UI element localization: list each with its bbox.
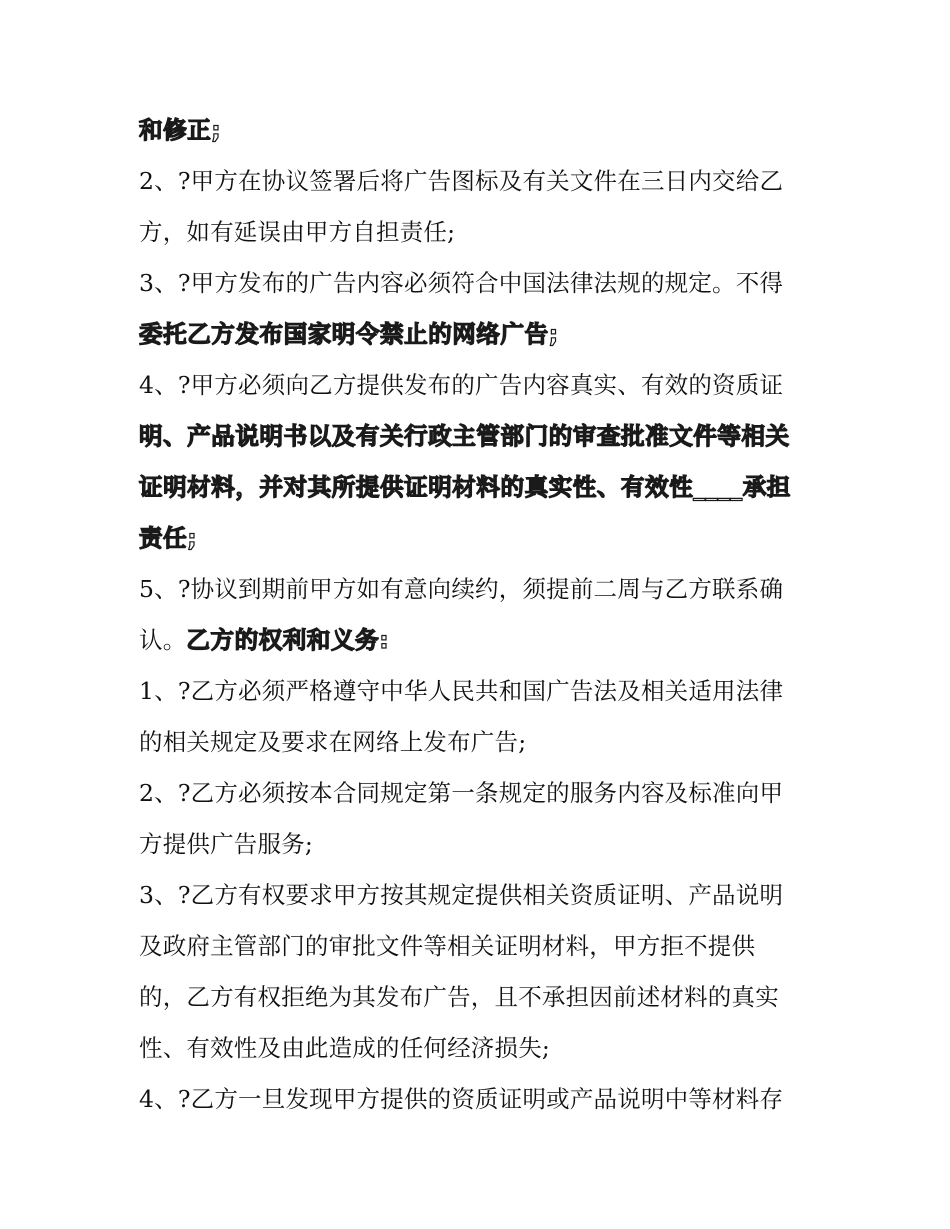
text-line-12: 1、?乙方必须严格遵守中华人民共和国广告法及相关适用法律 [139, 677, 784, 705]
text-line-17: 及政府主管部门的审批文件等相关证明材料，甲方拒不提供 [139, 932, 756, 960]
text-line-20: 4、?乙方一旦发现甲方提供的资质证明或产品说明中等材料存 [139, 1085, 784, 1113]
text-line-13: 的相关规定及要求在网络上发布广告; [139, 728, 527, 756]
text-line-19: 性、有效性及由此造成的任何经济损失; [139, 1034, 551, 1062]
text-line-10: 5、?协议到期前甲方如有意向续约，须提前二周与乙方联系确 [139, 575, 784, 603]
text-line-5: 委托乙方发布国家明令禁止的网络广告; [139, 320, 559, 348]
text-line-9: 责任; [139, 524, 198, 552]
text-line-6: 4、?甲方必须向乙方提供发布的广告内容真实、有效的资质证 [139, 371, 784, 399]
section-heading-party-b-rights: 乙方的权利和义务: [186, 626, 390, 654]
contract-text [139, 105, 829, 1125]
text-line-3: 方，如有延误由甲方自担责任; [139, 218, 456, 246]
text-line-1: 和修正; [139, 116, 222, 144]
text-line-15: 方提供广告服务; [139, 830, 314, 858]
text-line-7: 明、产品说明书以及有关行政主管部门的审查批准文件等相关 [139, 422, 790, 450]
text-line-2: 2、?甲方在协议签署后将广告图标及有关文件在三日内交给乙 [139, 167, 784, 195]
text-line-11 [139, 615, 829, 666]
text-line-11-plain: 认。 [139, 626, 187, 654]
text-line-14: 2、?乙方必须按本合同规定第一条规定的服务内容及标准向甲 [139, 779, 784, 807]
text-line-18: 的，乙方有权拒绝为其发布广告，且不承担因前述材料的真实 [139, 983, 779, 1011]
text-line-4: 3、?甲方发布的广告内容必须符合中国法律法规的规定。不得 [139, 269, 784, 297]
text-line-8: 证明材料，并对其所提供证明材料的真实性、有效性____承担 [139, 473, 791, 501]
text-line-16: 3、?乙方有权要求甲方按其规定提供相关资质证明、产品说明 [139, 881, 784, 909]
